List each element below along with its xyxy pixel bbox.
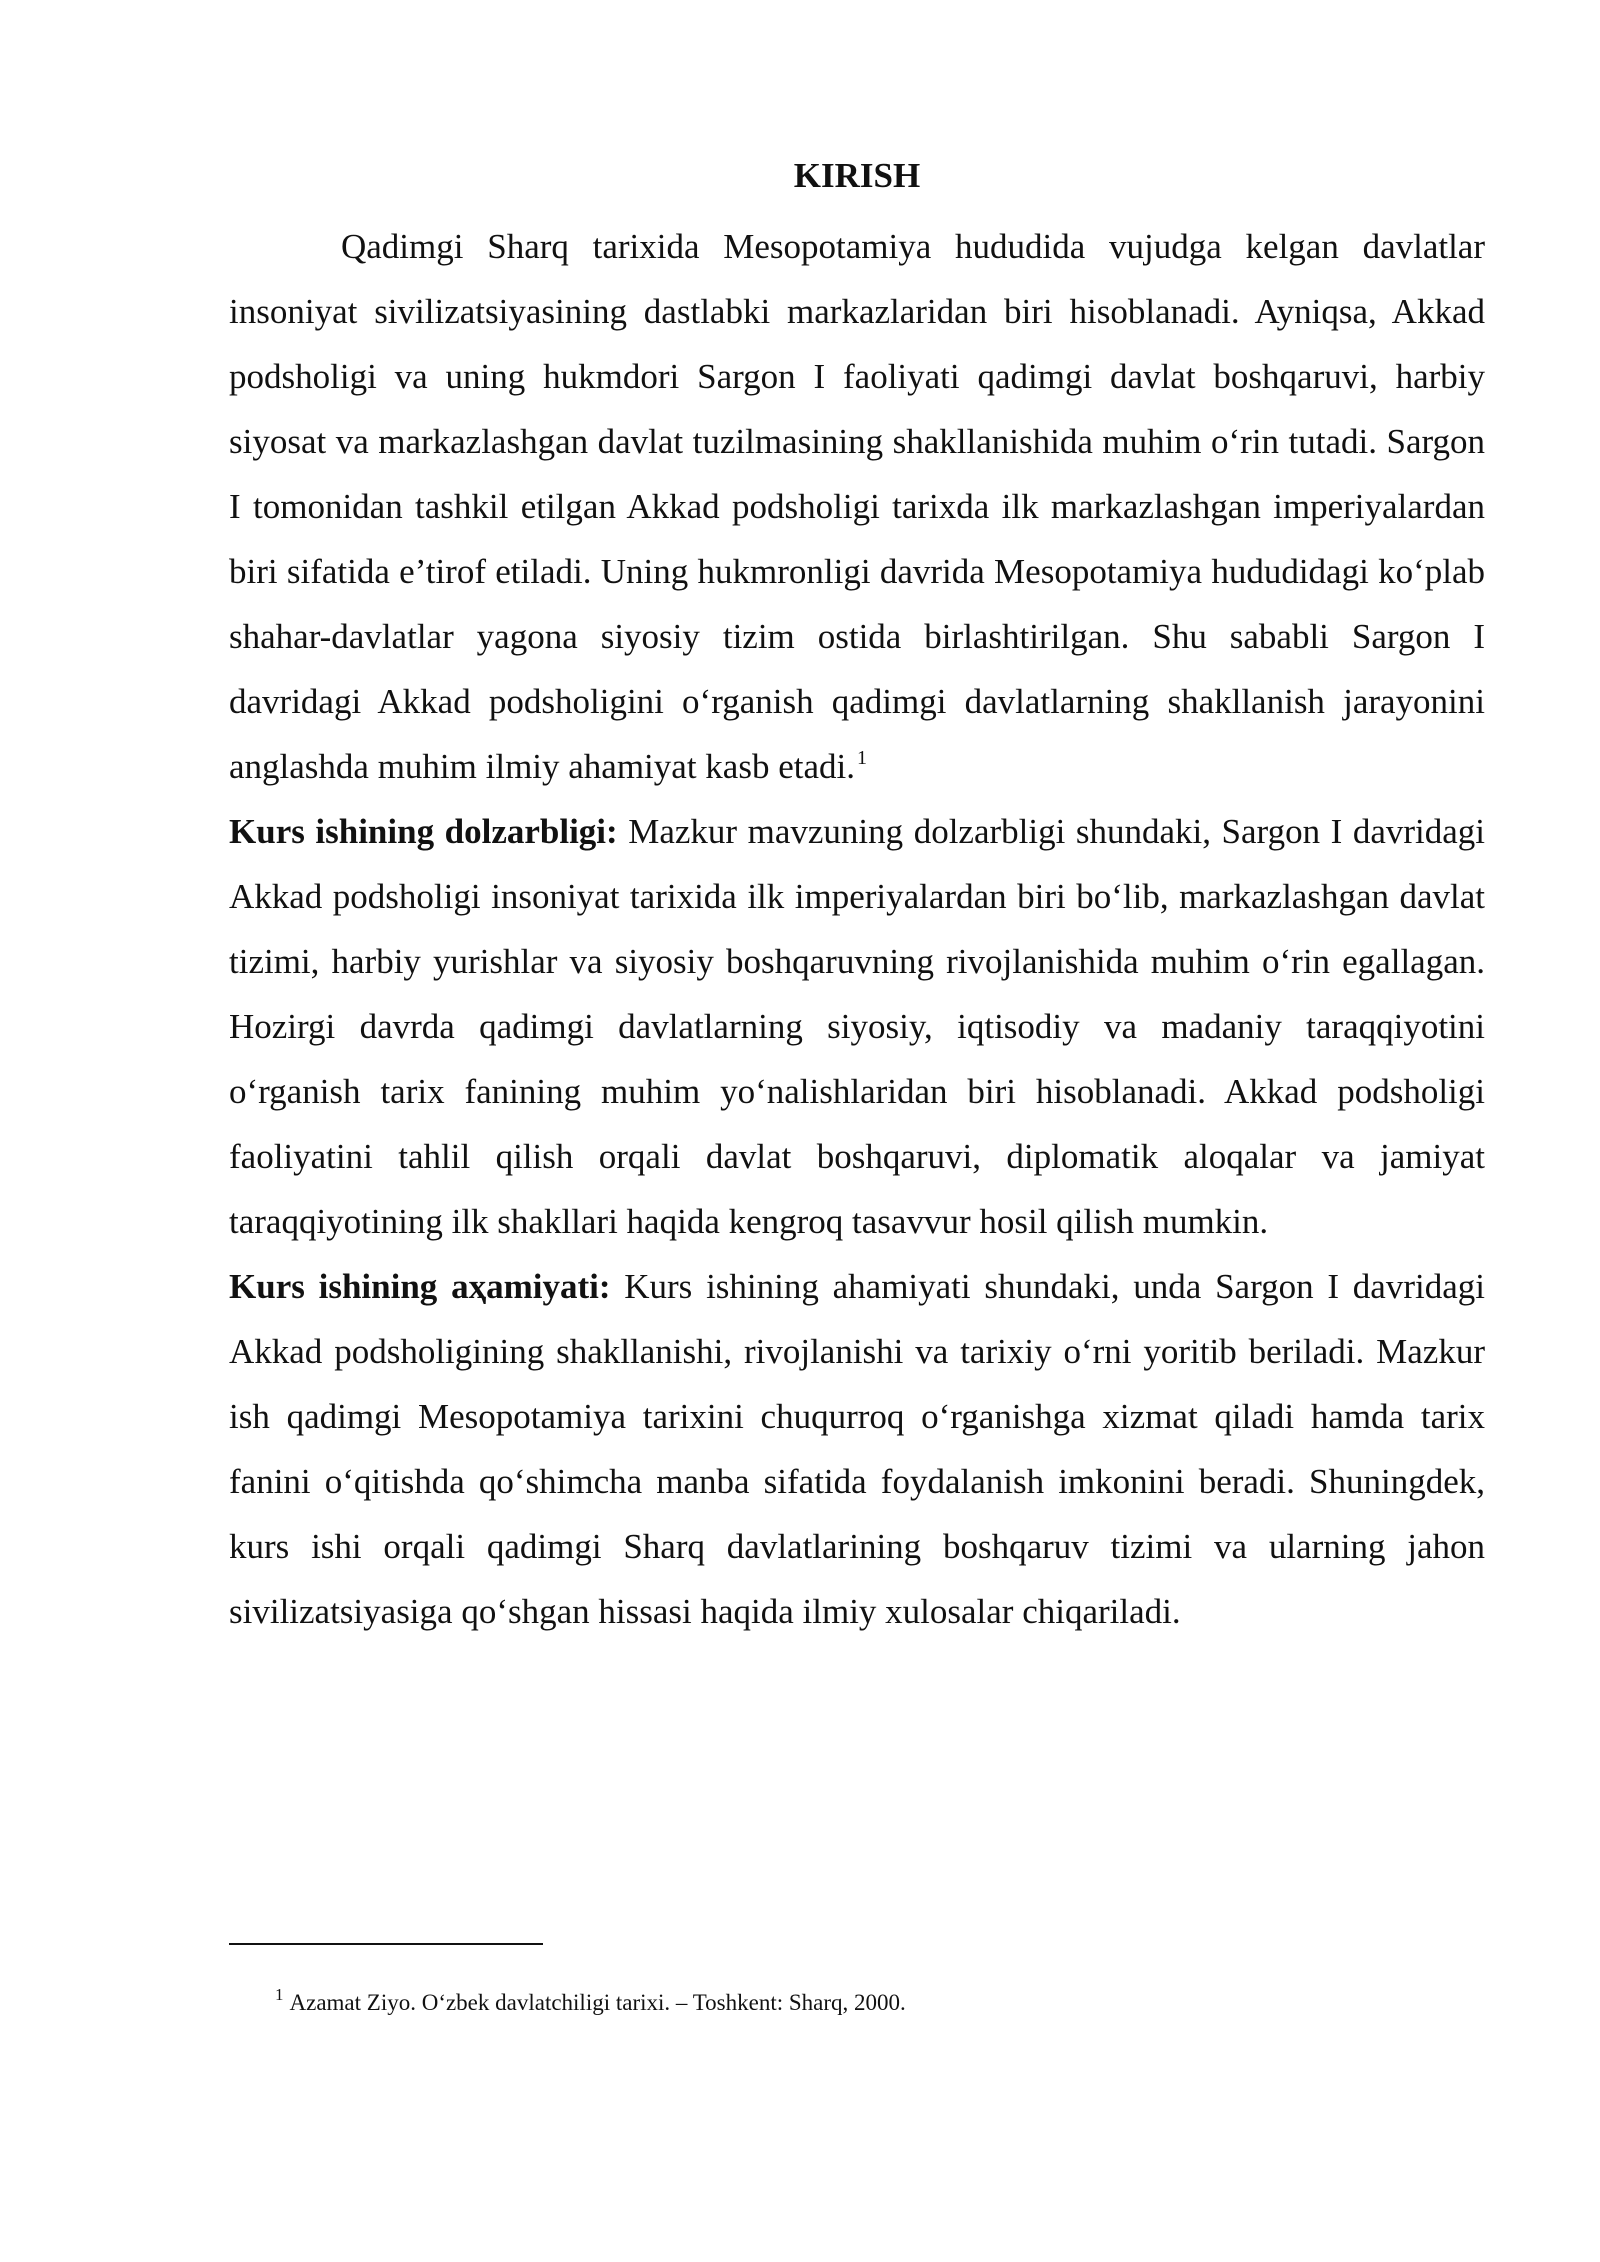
footnote-separator (229, 1943, 543, 1945)
footnote-number: 1 (275, 1985, 284, 2004)
footnote (275, 1985, 906, 2018)
intro-text: Qadimgi Sharq tarixida Mesopotamiya hududida vujudga kelgan davlatlar insoniyat sivilizatsiyasining dastlabki markazlaridan biri hisoblanadi. Ayniqsa, Akkad podsholigi va uning hukmdori Sargon I faoliyati qadimgi davlat boshqaruvi, harbiy siyosat va markazlashgan davlat tuzilmasining shakllanishida muhim o‘rin tutadi. Sargon I tomonidan tashkil etilgan Akkad podsholigi tarixda ilk markazlashgan imperiyalardan biri sifatida e’tirof etiladi. Uning hukmronligi davrida Mesopotamiya hududidagi ko‘plab shahar-davlatlar yagona siyosiy tizim ostida birlashtirilgan. Shu sababli Sargon I davridagi Akkad podsholigini o‘rganish qadimgi davlatlarning shakllanish jarayonini anglashda muhim ilmiy ahamiyat kasb etadi. (229, 227, 1485, 786)
page-title: KIRISH (793, 156, 921, 195)
relevance-label: Kurs ishining dolzarbligi: (229, 812, 618, 851)
importance-label: Kurs ishining aҳamiyati: (229, 1267, 611, 1306)
importance-paragraph (229, 1254, 1485, 1644)
footnote-text: Azamat Ziyo. O‘zbek davlatchiligi tarixi. – Toshkent: Sharq, 2000. (289, 1990, 906, 2015)
importance-text: Kurs ishining ahamiyati shundaki, unda Sargon I davridagi Akkad podsholigining shakllanishi, rivojlanishi va tarixiy o‘rni yoritib beriladi. Mazkur ish qadimgi Mesopotamiya tarixini chuqurroq o‘rganishga xizmat qiladi hamda tarix fanini o‘qitishda qo‘shimcha manba sifatida foydalanish imkonini beradi. Shuningdek, kurs ishi orqali qadimgi Sharq davlatlarining boshqaruv tizimi va ularning jahon sivilizatsiyasiga qo‘shgan hissasi haqida ilmiy xulosalar chiqariladi. (229, 1267, 1485, 1631)
footnote-reference[interactable]: 1 (856, 747, 867, 769)
relevance-text: Mazkur mavzuning dolzarbligi shundaki, Sargon I davridagi Akkad podsholigi insoniyat tarixida ilk imperiyalardan biri bo‘lib, markazlashgan davlat tizimi, harbiy yurishlar va siyosiy boshqaruvning rivojlanishida muhim o‘rin egallagan. Hozirgi davrda qadimgi davlatlarning siyosiy, iqtisodiy va madaniy taraqqiyotini o‘rganish tarix fanining muhim yo‘nalishlaridan biri hisoblanadi. Akkad podsholigi faoliyatini tahlil qilish orqali davlat boshqaruvi, diplomatik aloqalar va jamiyat taraqqiyotining ilk shakllari haqida kengroq tasavvur hosil qilish mumkin. (229, 812, 1485, 1241)
page-body (229, 146, 1485, 1644)
relevance-paragraph (229, 799, 1485, 1254)
intro-paragraph (229, 214, 1485, 799)
